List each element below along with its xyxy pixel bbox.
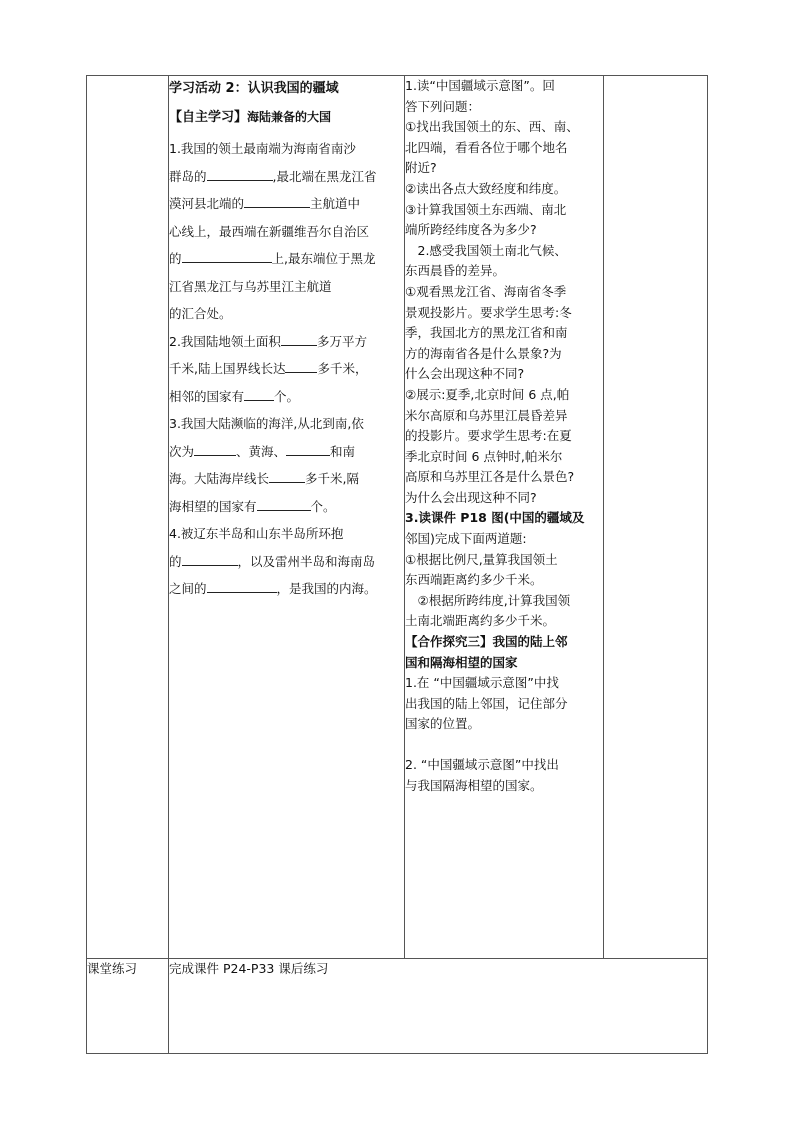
answer-blank[interactable] xyxy=(257,496,311,511)
guide-line: 土南北端距离约多少千米。 xyxy=(405,613,556,629)
guide-line: ①根据比例尺,量算我国领土 xyxy=(405,551,558,567)
q3-line: 海相望的国家有 个。 xyxy=(169,493,404,521)
guide-line: ②读出各点大致经度和纬度。 xyxy=(405,180,567,196)
q3-line: 3.我国大陆濒临的海洋,从北到南,依 xyxy=(169,416,364,431)
guide-line: 2. “中国疆域示意图”中找出 xyxy=(405,757,559,772)
guide-bold-line: 3.读课件 P18 图(中国的疆域及 xyxy=(405,510,585,526)
answer-blank[interactable] xyxy=(194,441,236,456)
guide-line: 与我国隔海相望的国家。 xyxy=(405,777,543,793)
answer-blank[interactable] xyxy=(244,386,274,401)
q1-line: 漠河县北端的 主航道中 xyxy=(169,190,404,218)
q4-line: 4.被辽东半岛和山东半岛所环抱 xyxy=(169,526,344,541)
q1-line: 的 上,最东端位于黑龙 xyxy=(169,245,404,273)
guide-line: 为什么会出现这种不同? xyxy=(405,489,537,505)
guide-line: 国家的位置。 xyxy=(405,716,481,732)
q4-line: 之间的 ，是我国的内海。 xyxy=(169,575,404,603)
main-row xyxy=(87,76,708,959)
q1-line: 群岛的 ,最北端在黑龙江省 xyxy=(169,163,404,191)
guide-line: 邻国)完成下面两道题: xyxy=(405,531,527,547)
guide-line: ①找出我国领土的东、西、南、 xyxy=(405,119,579,135)
q1-line: 1.我国的领土最南端为海南省南沙 xyxy=(169,141,356,156)
guide-line: 北四端，看看各位于哪个地名 xyxy=(405,139,568,155)
label-cell-empty xyxy=(87,76,169,959)
guide-line: 季，我国北方的黑龙江省和南 xyxy=(405,325,568,341)
q3-line: 次为 、黄海、 和南 xyxy=(169,438,404,466)
teacher-guide-cell xyxy=(405,76,604,959)
guide-block xyxy=(405,76,603,508)
guide-line: 高原和乌苏里江各是什么景色? xyxy=(405,469,575,485)
self-study-topic: 海陆兼备的大国 xyxy=(247,110,332,124)
q1-line: 江省黑龙江与乌苏里江主航道 xyxy=(169,278,332,294)
answer-blank[interactable] xyxy=(269,468,305,483)
guide-line: ②展示:夏季,北京时间 6 点,帕 xyxy=(405,386,570,402)
answer-blank[interactable] xyxy=(207,166,273,181)
answer-blank[interactable] xyxy=(281,331,317,346)
guide-line: 景观投影片。要求学生思考:冬 xyxy=(405,304,572,320)
guide-line: 的投影片。要求学生思考:在夏 xyxy=(405,428,572,444)
guide-line: 1.读“中国疆域示意图”。回 xyxy=(405,78,555,93)
guide-line: ①观看黑龙江省、海南省冬季 xyxy=(405,283,567,299)
coop-heading: 【合作探究三】我国的陆上邻 xyxy=(405,634,568,650)
q2-line: 2.我国陆地领土面积 多万平方 xyxy=(169,328,404,356)
activity-title: 学习活动 2：认识我国的疆域 xyxy=(169,81,339,96)
guide-line: 什么会出现这种不同? xyxy=(405,366,525,382)
guide-line: 端所跨经纬度各为多少? xyxy=(405,222,537,238)
answer-blank[interactable] xyxy=(182,551,238,566)
answer-blank[interactable] xyxy=(182,248,272,263)
answer-blank[interactable] xyxy=(207,578,277,593)
practice-content: 完成课件 P24-P33 课后练习 xyxy=(169,959,708,1054)
answer-blank[interactable] xyxy=(285,358,317,373)
guide-block xyxy=(405,529,603,632)
q4-line: 的 ，以及雷州半岛和海南岛 xyxy=(169,548,404,576)
guide-line: 东西晨昏的差异。 xyxy=(405,263,506,279)
answer-blank[interactable] xyxy=(286,441,330,456)
q2-line: 千米,陆上国界线长达 多千米， xyxy=(169,355,404,383)
coop-heading: 国和隔海相望的国家 xyxy=(405,654,518,670)
spacer xyxy=(405,735,603,755)
guide-line: ③计算我国领土东西端、南北 xyxy=(405,201,567,217)
self-study-cell xyxy=(169,76,405,959)
self-study-tag: 【自主学习】 xyxy=(169,110,248,125)
guide-block xyxy=(405,673,603,735)
guide-line: 季北京时间 6 点钟时,帕米尔 xyxy=(405,448,563,464)
lesson-plan-table xyxy=(86,75,708,1054)
guide-line: 1.在 “中国疆域示意图”中找 xyxy=(405,675,559,691)
answer-blank[interactable] xyxy=(244,193,310,208)
guide-line: 附近? xyxy=(405,160,437,176)
guide-line: 米尔高原和乌苏里江晨昏差异 xyxy=(405,407,568,423)
notes-cell-empty xyxy=(604,76,708,959)
practice-row xyxy=(87,959,708,1054)
guide-line: 东西端距离约多少千米。 xyxy=(405,572,543,588)
guide-line: 出我国的陆上邻国，记住部分 xyxy=(405,695,568,711)
self-study-heading xyxy=(169,106,404,125)
guide-line: 答下列问题： xyxy=(405,98,481,114)
practice-label: 课堂练习 xyxy=(87,959,169,1054)
q2-line: 相邻的国家有 个。 xyxy=(169,383,404,411)
q1-line: 心线上，最西端在新疆维吾尔自治区 xyxy=(169,223,370,239)
guide-line: 2.感受我国领土南北气候、 xyxy=(405,242,567,258)
guide-line: ②根据所跨纬度,计算我国领 xyxy=(405,592,571,608)
guide-block xyxy=(405,755,603,796)
q1-line: 的汇合处。 xyxy=(169,306,232,321)
q3-line: 海。大陆海岸线长 多千米,隔 xyxy=(169,465,404,493)
guide-line: 方的海南省各是什么景象?为 xyxy=(405,345,562,361)
